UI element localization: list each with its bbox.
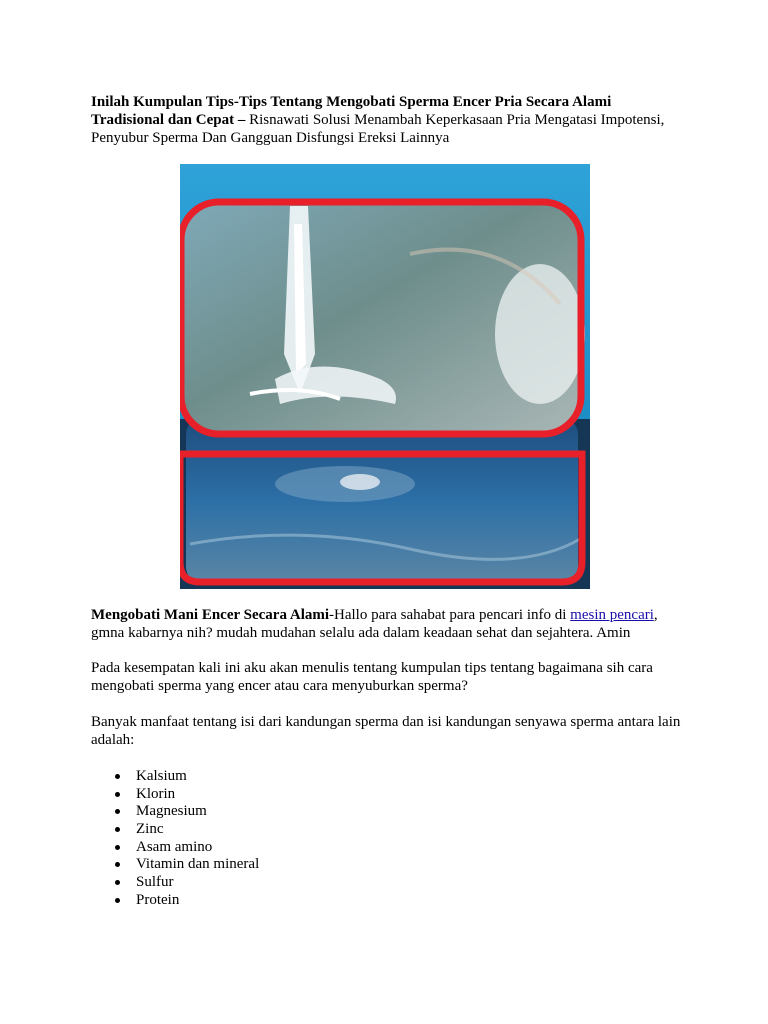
nutrient-list [91,767,259,909]
article-photo-water [180,164,590,589]
intro-paragraph [91,93,681,147]
mesin-pencari-link[interactable]: mesin pencari [570,607,654,623]
list-item: Magnesium [91,802,259,820]
list-item: Protein [91,891,259,909]
paragraph-3: Banyak manfaat tentang isi dari kandungan sperma dan isi kandungan senyawa sperma antara lain adalah: [91,714,681,748]
intro-text: Risnawati Solusi Menambah Keperkasaan Pria Mengatasi Impotensi, Penyubur Sperma Dan Gangguan Disfungsi Ereksi Lainnya [91,112,665,146]
paragraph-1 [91,606,681,642]
paragraph-1-text-before-link: -Hallo para sahabat para pencari info di [329,607,571,623]
paragraph-2: Pada kesempatan kali ini aku akan menulis tentang kumpulan tips tentang bagaimana sih cara mengobati sperma yang encer atau cara menyuburkan sperma? [91,660,653,694]
list-item: Sulfur [91,873,259,891]
paragraph-1-text-after-link: , gmna kabarnya nih? mudah mudahan selalu ada dalam keadaan sehat dan sejahtera. Amin [91,607,658,641]
list-item: Asam amino [91,838,259,856]
list-item: Kalsium [91,767,259,785]
list-item: Zinc [91,820,259,838]
list-item: Vitamin dan mineral [91,855,259,873]
intro-title: Inilah Kumpulan Tips-Tips Tentang Mengobati Sperma Encer Pria Secara Alami Tradisional dan Cepat – [91,94,612,128]
list-item: Klorin [91,785,259,803]
paragraph-1-bold: Mengobati Mani Encer Secara Alami [91,607,330,623]
